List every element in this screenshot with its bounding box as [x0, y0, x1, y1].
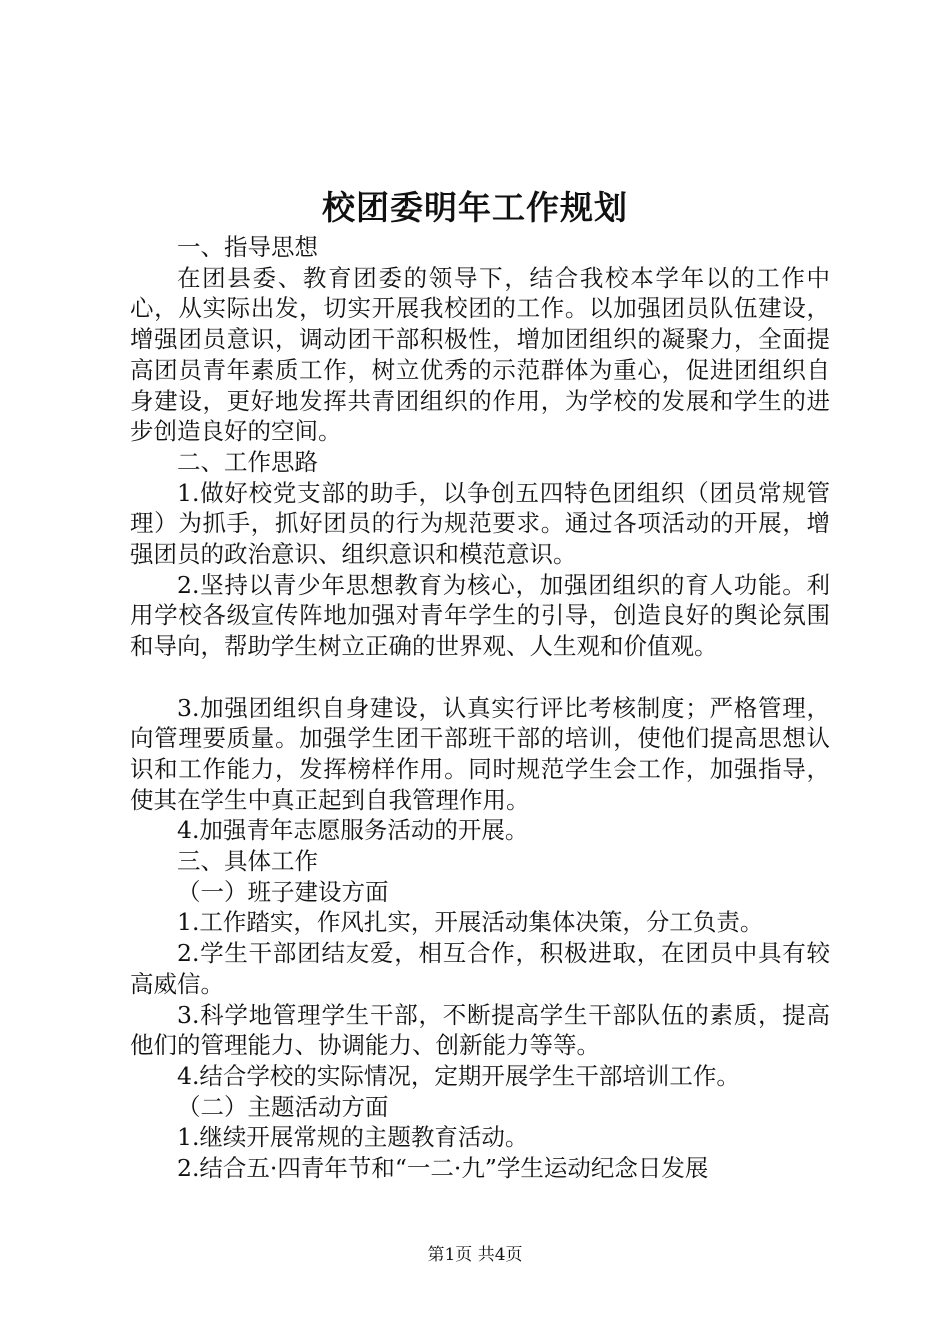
document-body — [130, 232, 830, 1184]
subsection-heading: （一）班子建设方面 — [177, 877, 389, 906]
paragraph: 1.继续开展常规的主题教育活动。 — [177, 1123, 529, 1152]
paragraph: 4.结合学校的实际情况，定期开展学生干部培训工作。 — [177, 1061, 740, 1090]
paragraph: 3.科学地管理学生干部，不断提高学生干部队伍的素质，提高他们的管理能力、协调能力、创新能力等等。 — [130, 1000, 830, 1060]
paragraph: 在团县委、教育团委的领导下，结合我校本学年以的工作中心，从实际出发，切实开展我校团的工作。以加强团员队伍建设，增强团员意识，调动团干部积极性，增加团组织的凝聚力，全面提高团员青年素质工作，树立优秀的示范群体为重心，促进团组织自身建设，更好地发挥共青团组织的作用，为学校的发展和学生的进步创造良好的空间。 — [130, 263, 830, 446]
paragraph: 4.加强青年志愿服务活动的开展。 — [177, 816, 529, 845]
paragraph: 2.结合五·四青年节和“一二·九”学生运动纪念日发展 — [177, 1154, 709, 1183]
paragraph: 1.做好校党支部的助手，以争创五四特色团组织（团员常规管理）为抓手，抓好团员的行为规范要求。通过各项活动的开展，增强团员的政治意识、组织意识和模范意识。 — [130, 478, 830, 569]
page-footer: 第1页 共4页 — [427, 1245, 523, 1265]
paragraph: 2.学生干部团结友爱，相互合作，积极进取，在团员中具有较高威信。 — [130, 939, 830, 998]
section-heading-1: 一、指导思想 — [177, 233, 318, 261]
document-title: 校团委明年工作规划 — [322, 188, 628, 227]
section-heading-3: 三、具体工作 — [177, 847, 318, 876]
paragraph: 1.工作踏实，作风扎实，开展活动集体决策，分工负责。 — [177, 908, 764, 937]
subsection-heading: （二）主题活动方面 — [177, 1092, 389, 1121]
paragraph: 2.坚持以青少年思想教育为核心，加强团组织的育人功能。利用学校各级宣传阵地加强对青年学生的引导，创造良好的舆论氛围和导向，帮助学生树立正确的世界观、人生观和价值观。 — [130, 570, 830, 661]
paragraph: 3.加强团组织自身建设，认真实行评比考核制度；严格管理，向管理要质量。加强学生团干部班干部的培训，使他们提高思想认识和工作能力，发挥榜样作用。同时规范学生会工作，加强指导，使其在学生中真正起到自我管理作用。 — [130, 693, 830, 814]
section-heading-2: 二、工作思路 — [177, 447, 318, 476]
